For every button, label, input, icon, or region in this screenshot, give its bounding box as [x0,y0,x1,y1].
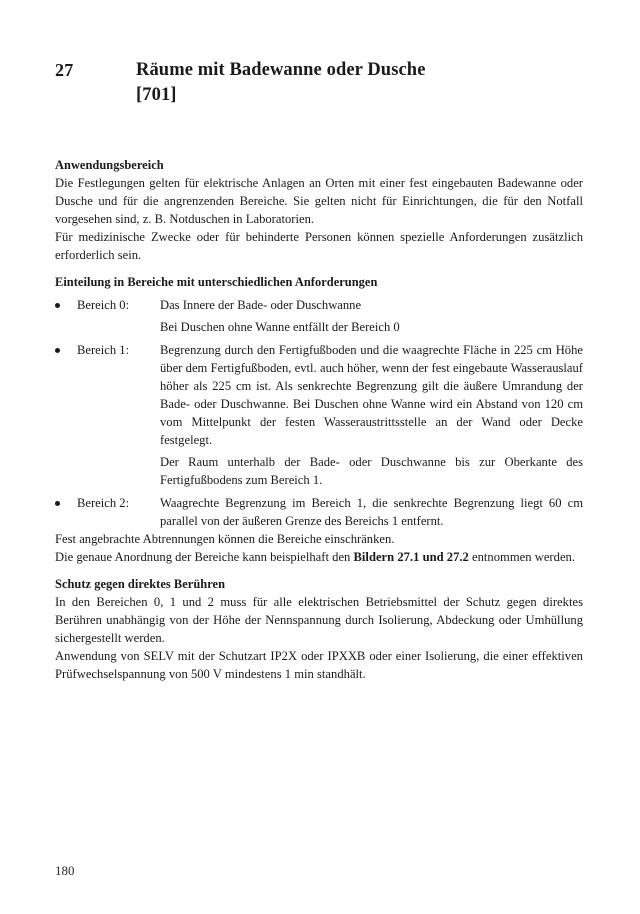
bilder-ref-before: Die genaue Anordnung der Bereiche kann beispielhaft den [55,550,354,564]
bereich-0-paragraph-2: Bei Duschen ohne Wanne entfällt der Bereich 0 [160,320,400,334]
bereich-2-paragraph-1: Waagrechte Begrenzung im Bereich 1, die senkrechte Begrenzung liegt 60 cm parallel von der äußeren Grenze des Bereichs 1 entfernt. [160,496,583,528]
bereich-1-paragraph-2: Der Raum unterhalb der Bade- oder Duschwanne bis zur Oberkante des Fertigfußbodens zum Bereich 1. [160,455,583,487]
list-item [55,296,583,336]
bereich-list [55,296,583,530]
paragraph-anwendungsbereich-1: Die Festlegungen gelten für elektrische Anlagen an Orten mit einer fest eingebauten Badewanne oder Dusche und für die angrenzenden Bereiche. Sie gelten nicht für Einrichtungen, die für den Notfall vorgesehen sind, z. B. Notduschen in Laboratorien. [55,176,583,226]
bereich-description-1 [160,341,583,489]
page-content [55,58,583,683]
section-heading-einteilung: Einteilung in Bereiche mit unterschiedlichen Anforderungen [55,275,378,289]
section-heading-schutz: Schutz gegen direktes Berühren [55,577,226,591]
section-anwendungsbereich [55,156,583,264]
paragraph-bilder-referenz [55,548,583,566]
section-schutz [55,575,583,683]
bereich-description-0 [160,296,583,336]
bullet-marker-icon [55,341,77,359]
bereich-0-paragraph-1: Das Innere der Bade- oder Duschwanne [160,298,362,312]
paragraph-schutz-2: Anwendung von SELV mit der Schutzart IP2X oder IPXXB oder einer Isolierung, die einer effektiven Prüfwechselspannung von 500 V mindestens 1 min standhält. [55,649,583,681]
bullet-marker-icon [55,296,77,314]
list-item [55,494,583,530]
bullet-marker-icon [55,494,77,512]
chapter-title-line-2: [701] [136,85,177,105]
bereich-label-1: Bereich 1: [77,343,130,357]
chapter-heading [55,58,583,108]
section-heading-anwendungsbereich: Anwendungsbereich [55,158,164,172]
page-number: 180 [55,863,75,878]
bereich-1-paragraph-1: Begrenzung durch den Fertigfußboden und die waagrechte Fläche in 225 cm Höhe über dem Fertigfußboden, evtl. auch höher, wenn der fest eingebaute Wasserauslauf höher als 225 cm ist. Als senkrechte Begrenzung gilt die äußere Umrandung der Bade- oder Duschwanne. Bei Duschen ohne Wanne wird ein Abstand von 120 cm vom Mittelpunkt der festen Wasseraustrittsstelle an der Wand oder Decke festgelegt. [160,343,583,447]
paragraph-anwendungsbereich-2: Für medizinische Zwecke oder für behinderte Personen können spezielle Anforderungen zusätzlich erforderlich sein. [55,230,583,262]
chapter-title-line-1: Räume mit Badewanne oder Dusche [136,60,426,80]
paragraph-schutz-1: In den Bereichen 0, 1 und 2 muss für alle elektrischen Betriebsmittel der Schutz gegen direktes Berühren unabhängig von der Höhe der Nennspannung durch Isolierung, Abdeckung oder Umhüllung sichergestellt werden. [55,595,583,645]
bilder-ref-emphasis: Bildern 27.1 und 27.2 [353,550,469,564]
bereich-label-0: Bereich 0: [77,298,130,312]
chapter-title [136,58,426,108]
list-item [55,341,583,489]
section-einteilung [55,273,583,566]
paragraph-abtrennungen: Fest angebrachte Abtrennungen können die Bereiche einschränken. [55,532,395,546]
chapter-number: 27 [55,60,74,80]
bilder-ref-after: entnommen werden. [468,550,576,564]
bereich-description-2 [160,494,583,530]
bereich-label-2: Bereich 2: [77,496,130,510]
